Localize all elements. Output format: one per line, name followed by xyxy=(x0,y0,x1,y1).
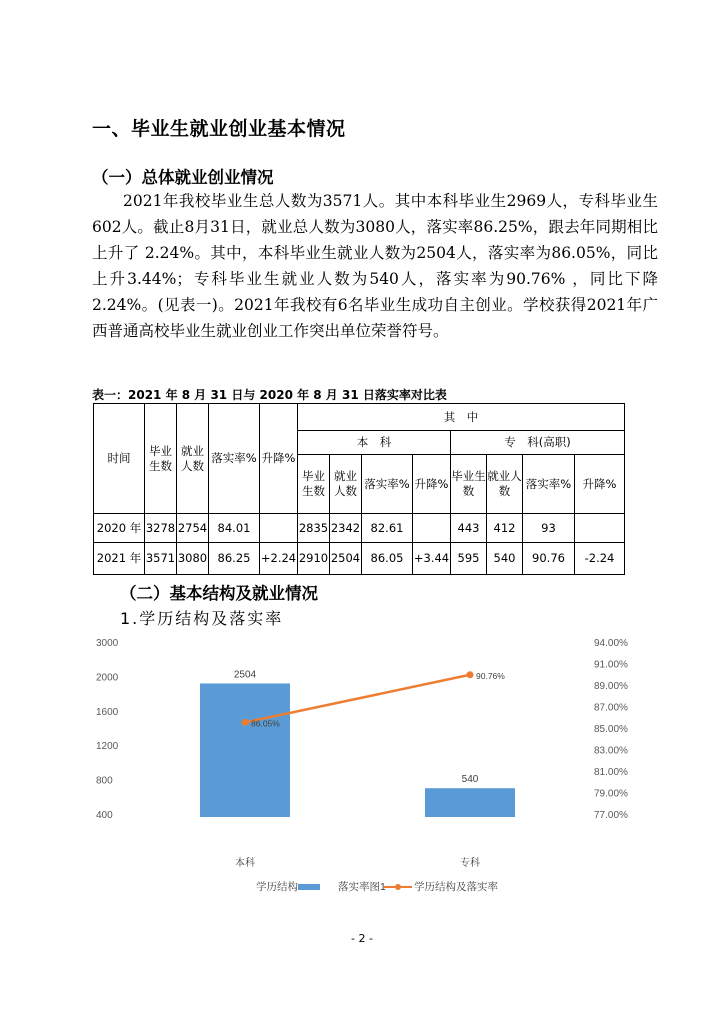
left-axis-tick-label: 3000 xyxy=(96,638,119,649)
right-axis-tick-label: 94.00% xyxy=(594,638,628,649)
header-bachelor: 本 科 xyxy=(298,431,451,455)
cell-b-change: +3.44 xyxy=(413,543,451,575)
cell-employed: 3080 xyxy=(177,543,209,575)
category-label: 本科 xyxy=(235,858,255,869)
left-axis-tick-label: 1600 xyxy=(96,706,119,718)
left-axis-tick-label: 1200 xyxy=(96,741,119,753)
cell-employed: 2754 xyxy=(177,514,209,543)
left-axis-tick-label: 2000 xyxy=(96,672,119,684)
subsection-heading-structure: （二）基本结构及就业情况 xyxy=(120,584,318,603)
cell-year: 2020 年 xyxy=(94,514,145,543)
education-structure-chart xyxy=(80,628,660,908)
table-row xyxy=(94,543,625,575)
left-axis-tick-label: 800 xyxy=(96,775,113,787)
header-among: 其 中 xyxy=(298,404,625,431)
section-heading: 一、毕业生就业创业基本情况 xyxy=(92,118,346,140)
legend-chart-title: 落实率图1 xyxy=(338,881,386,893)
subheader-change: 升降% xyxy=(575,455,625,514)
cell-c-change xyxy=(575,514,625,543)
cell-grads: 3278 xyxy=(145,514,177,543)
header-time: 时间 xyxy=(94,404,145,514)
cell-c-grads: 443 xyxy=(451,514,487,543)
legend-bar-swatch xyxy=(298,884,320,890)
paragraph-text: 2021年我校毕业生总人数为3571人。其中本科毕业生2969人，专科毕业生602人。截止8月31日，就业总人数为3080人，落实率86.25%，跟去年同期相比上升了 2.24%。其中，本科毕业生就业人数为2504人，落实率为86.05%，同比上升3.44%；专科毕业生就业人数为540人，落实率为90.76% ，同比下降2.24%。(见表一)。2021年我校有6名毕业生成功自主创业。学校获得2021年广西普通高校毕业生就业创业工作突出单位荣誉符号。 xyxy=(92,192,658,340)
line-data-label: 90.76% xyxy=(476,670,505,681)
chart-heading: 1.学历结构及落实率 xyxy=(120,609,284,628)
cell-change: +2.24 xyxy=(260,543,298,575)
header-change: 升降% xyxy=(260,404,298,514)
table-caption: 表一：2021 年 8 月 31 日与 2020 年 8 月 31 日落实率对比表 xyxy=(92,388,447,402)
category-label: 专科 xyxy=(460,858,480,869)
right-axis-tick-label: 89.00% xyxy=(594,681,628,692)
right-axis-tick-label: 87.00% xyxy=(594,702,628,714)
subheader-employed: 就业人数 xyxy=(487,455,523,514)
line-data-label: 86.05% xyxy=(251,718,280,729)
cell-change xyxy=(260,514,298,543)
right-axis-tick-label: 77.00% xyxy=(594,810,628,821)
cell-c-employed: 540 xyxy=(487,543,523,575)
left-axis-tick-label: 400 xyxy=(96,810,113,821)
right-axis-tick-label: 85.00% xyxy=(594,724,628,735)
cell-c-rate: 90.76 xyxy=(523,543,575,575)
cell-grads: 3571 xyxy=(145,543,177,575)
cell-b-change xyxy=(413,514,451,543)
header-grads: 毕业生数 xyxy=(145,404,177,514)
line-point-专科 xyxy=(467,671,474,678)
cell-b-grads: 2910 xyxy=(298,543,330,575)
page-number: - 2 - xyxy=(351,932,373,945)
header-college: 专 科(高职) xyxy=(451,431,625,455)
cell-rate: 84.01 xyxy=(209,514,260,543)
cell-year: 2021 年 xyxy=(94,543,145,575)
subheader-rate: 落实率% xyxy=(523,455,575,514)
header-rate: 落实率% xyxy=(209,404,260,514)
right-axis-tick-label: 79.00% xyxy=(594,788,628,800)
comparison-table xyxy=(93,403,625,575)
cell-rate: 86.25 xyxy=(209,543,260,575)
right-axis-tick-label: 91.00% xyxy=(594,659,628,671)
bar-专科 xyxy=(425,788,515,817)
table-row xyxy=(94,514,625,543)
subheader-change: 升降% xyxy=(413,455,451,514)
bar-data-label: 2504 xyxy=(233,669,257,681)
bar-本科 xyxy=(200,683,290,817)
subheader-employed: 就业人数 xyxy=(330,455,362,514)
line-point-本科 xyxy=(242,719,249,726)
bar-data-label: 540 xyxy=(461,774,479,786)
cell-b-employed: 2342 xyxy=(330,514,362,543)
legend-line-label: 学历结构及落实率 xyxy=(414,881,498,893)
cell-c-employed: 412 xyxy=(487,514,523,543)
cell-b-grads: 2835 xyxy=(298,514,330,543)
right-axis-tick-label: 83.00% xyxy=(594,745,628,757)
header-employed: 就业人数 xyxy=(177,404,209,514)
cell-c-rate: 93 xyxy=(523,514,575,543)
cell-c-change: -2.24 xyxy=(575,543,625,575)
body-paragraph xyxy=(92,188,658,344)
cell-b-rate: 82.61 xyxy=(362,514,413,543)
cell-c-grads: 595 xyxy=(451,543,487,575)
legend-bar-label: 学历结构 xyxy=(256,881,298,893)
subsection-heading-overall: （一）总体就业创业情况 xyxy=(92,168,274,187)
subheader-rate: 落实率% xyxy=(362,455,413,514)
cell-b-rate: 86.05 xyxy=(362,543,413,575)
subheader-grads: 毕业生数 xyxy=(298,455,330,514)
subheader-grads: 毕业生数 xyxy=(451,455,487,514)
right-axis-tick-label: 81.00% xyxy=(594,767,628,778)
legend-line-marker xyxy=(395,884,401,890)
cell-b-employed: 2504 xyxy=(330,543,362,575)
